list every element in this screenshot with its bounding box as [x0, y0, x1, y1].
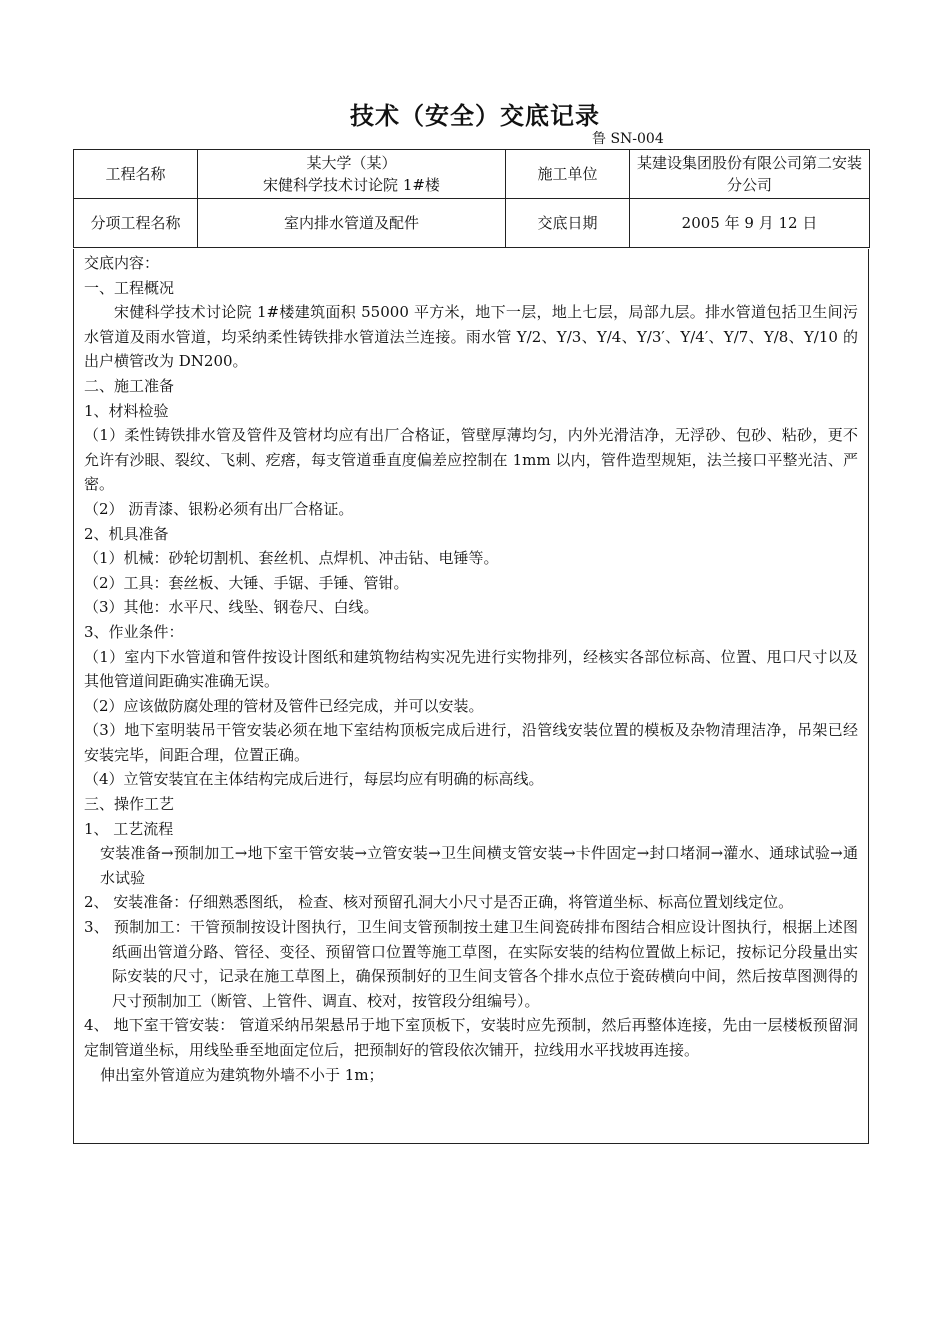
section-3-1-text: 安装准备→预制加工→地下室干管安装→立管安装→卫生间横支管安装→卡件固定→封口堵洞→灌水、通球试验→通水试验: [100, 844, 858, 887]
project-name-line1: 某大学（某）: [306, 154, 397, 172]
section-2-3-title: 3、作业条件：: [84, 622, 184, 641]
section-2-1-item-2: （2） 沥青漆、银粉必须有出厂合格证。: [84, 499, 354, 518]
section-3-4-note: 伸出室外管道应为建筑物外墙不小于 1m；: [100, 1065, 384, 1084]
section-3-3: 3、 预制加工：干管预制按设计图执行，卫生间支管预制按土建卫生间瓷砖排布图结合相应设计图执行，根据上述图纸画出管道分路、管径、变径、预留管口位置等施工草图，在实际安装的结构位置做上标记，按标记分段量出实际安装的尺寸，记录在施工草图上，确保预制好的卫生间支管各个排水点位于瓷砖横向中间，然后按草图测得的尺寸预制加工（断管、上管件、调直、校对，按管段分组编号）。: [84, 918, 858, 1010]
date-value: 2005 年 9 月 12 日: [630, 199, 870, 248]
header-row-subproject: [74, 199, 870, 248]
header-table: [73, 149, 870, 248]
section-3-title: 三、操作工艺: [84, 795, 175, 814]
subproject-value: 室内排水管道及配件: [198, 199, 506, 248]
section-2-2-item-3: （3）其他：水平尺、线坠、钢卷尺、白线。: [84, 598, 379, 617]
section-1-title: 一、工程概况: [84, 278, 175, 297]
subproject-label: 分项工程名称: [74, 199, 198, 248]
section-1-text: 宋健科学技术讨论院 1#楼建筑面积 55000 平方米，地下一层，地上七层，局部九层。排水管道包括卫生间污水管道及雨水管道，均采纳柔性铸铁排水管道法兰连接。雨水管 Y/2、Y/3、Y/4、Y/3′、Y/4′、Y/7、Y/8、Y/10 的出户横管改为 DN200。: [84, 303, 858, 371]
section-2-3-item-2: （2）应该做防腐处理的管材及管件已经完成，并可以安装。: [84, 696, 484, 715]
section-2-title: 二、施工准备: [84, 376, 175, 395]
project-name-line2: 宋健科学技术讨论院 1#楼: [263, 176, 440, 194]
section-3-2: 2、 安装准备：仔细熟悉图纸， 检查、核对预留孔洞大小尺寸是否正确，将管道坐标、标高位置划线定位。: [84, 893, 794, 912]
section-2-3-item-3: （3）地下室明装吊干管安装必须在地下室结构顶板完成后进行，沿管线安装位置的模板及杂物清理洁净，吊架已经安装完毕，间距合理，位置正确。: [84, 721, 858, 764]
section-2-2-title: 2、机具准备: [84, 524, 169, 543]
section-2-3-item-1: （1）室内下水管道和管件按设计图纸和建筑物结构实况先进行实物排列，经核实各部位标高、位置、甩口尺寸以及其他管道间距确实准确无误。: [84, 647, 858, 691]
document-title: 技术（安全）交底记录: [350, 101, 600, 130]
project-name-label: 工程名称: [74, 150, 198, 199]
project-name-value: [198, 150, 506, 199]
section-3-1-title: 1、 工艺流程: [84, 819, 174, 838]
section-2-2-item-2: （2）工具：套丝板、大锤、手锯、手锤、管钳。: [84, 573, 409, 592]
section-2-3-item-4: （4）立管安装宜在主体结构完成后进行，每层均应有明确的标高线。: [84, 770, 544, 789]
section-3-4: 4、 地下室干管安装： 管道采纳吊架悬吊于地下室顶板下，安装时应先预制，然后再整体连接，先由一层楼板预留洞定制管道坐标，用线坠垂至地面定位后，把预制好的管段依次铺开，拉线用水平找坡再连接。: [84, 1016, 858, 1059]
section-2-1-title: 1、材料检验: [84, 401, 169, 420]
header-row-project: [74, 150, 870, 199]
content-intro: 交底内容：: [84, 254, 160, 272]
date-label: 交底日期: [506, 199, 630, 248]
contractor-value: 某建设集团股份有限公司第二安装分公司: [630, 150, 870, 199]
section-2-2-item-1: （1）机械：砂轮切割机、套丝机、点焊机、冲击钻、电锤等。: [84, 549, 499, 568]
contractor-label: 施工单位: [506, 150, 630, 199]
document-number: 鲁 SN-004: [592, 131, 664, 147]
section-2-1-item-1: （1）柔性铸铁排水管及管件及管材均应有出厂合格证，管壁厚薄均匀，内外光滑洁净，无浮砂、包砂、粘砂，更不允许有沙眼、裂纹、飞刺、疙瘩，每支管道垂直度偏差应控制在 1mm 以内，管件造型规矩，法兰接口平整光洁、严密。: [84, 426, 858, 494]
disclosure-content: [73, 249, 869, 1144]
